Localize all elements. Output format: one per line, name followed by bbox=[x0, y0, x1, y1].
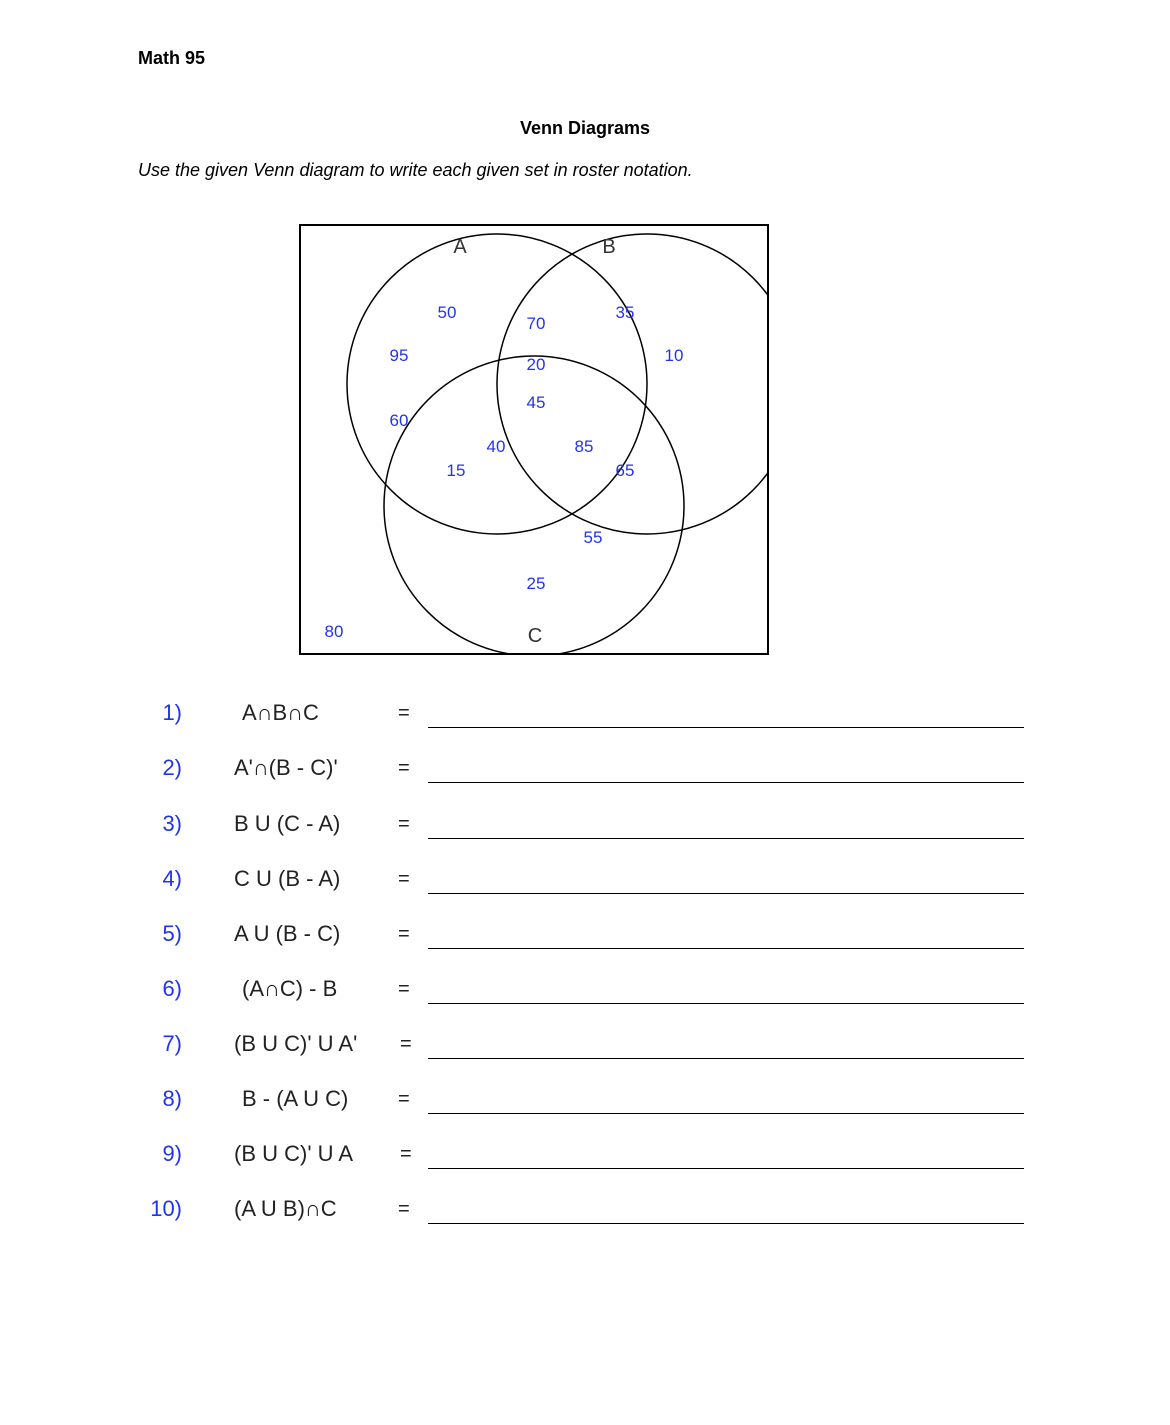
equals-sign: = bbox=[398, 978, 410, 1000]
equals-sign: = bbox=[398, 868, 410, 890]
element-a-and-b: 70 bbox=[526, 314, 546, 333]
equals-sign: = bbox=[398, 923, 410, 945]
question-number: 10) bbox=[150, 1196, 182, 1221]
question-number: 5) bbox=[162, 921, 182, 946]
set-expression: C U (B - A) bbox=[234, 866, 341, 891]
answer-line[interactable] bbox=[428, 1113, 1024, 1114]
set-expression: B U (C - A) bbox=[234, 811, 341, 836]
element-b-and-c: 65 bbox=[615, 461, 635, 480]
equals-sign: = bbox=[400, 1033, 412, 1055]
question-number: 6) bbox=[162, 976, 182, 1001]
set-expression: (B U C)' U A' bbox=[234, 1031, 358, 1056]
answer-line[interactable] bbox=[428, 782, 1024, 783]
set-label-b: B bbox=[602, 236, 616, 258]
equals-sign: = bbox=[398, 757, 410, 779]
question-number: 1) bbox=[162, 700, 182, 725]
element-a-only: 95 bbox=[389, 346, 409, 365]
answer-line[interactable] bbox=[428, 1223, 1024, 1224]
question-row bbox=[0, 860, 1170, 900]
element-c-only: 25 bbox=[526, 574, 546, 593]
set-expression: B - (A U C) bbox=[242, 1086, 349, 1111]
element-a-only: 60 bbox=[389, 411, 409, 430]
set-expression: A U (B - C) bbox=[234, 921, 341, 946]
question-number: 7) bbox=[162, 1031, 182, 1056]
page-title: Venn Diagrams bbox=[519, 118, 651, 138]
equals-sign: = bbox=[398, 702, 410, 724]
question-row bbox=[0, 694, 1170, 734]
answer-line[interactable] bbox=[428, 1058, 1024, 1059]
question-row bbox=[0, 915, 1170, 955]
element-outside: 80 bbox=[324, 622, 344, 641]
answer-line[interactable] bbox=[428, 948, 1024, 949]
question-row bbox=[0, 1025, 1170, 1065]
set-expression: (B U C)' U A bbox=[234, 1141, 354, 1166]
element-a-and-c: 15 bbox=[446, 461, 466, 480]
question-number: 2) bbox=[162, 755, 182, 780]
question-row bbox=[0, 970, 1170, 1010]
instructions: Use the given Venn diagram to write each given set in roster notation. bbox=[138, 160, 693, 180]
set-expression: A'∩(B - C)' bbox=[234, 755, 338, 780]
element-b-only: 10 bbox=[664, 346, 684, 365]
equals-sign: = bbox=[398, 1088, 410, 1110]
set-expression: (A U B)∩C bbox=[234, 1196, 337, 1221]
question-number: 3) bbox=[162, 811, 182, 836]
answer-line[interactable] bbox=[428, 727, 1024, 728]
element-b-only: 35 bbox=[615, 303, 635, 322]
equals-sign: = bbox=[398, 813, 410, 835]
element-b-and-c: 85 bbox=[574, 437, 594, 456]
question-row bbox=[0, 749, 1170, 789]
answer-line[interactable] bbox=[428, 838, 1024, 839]
question-number: 8) bbox=[162, 1086, 182, 1111]
question-row bbox=[0, 1190, 1170, 1230]
equals-sign: = bbox=[398, 1198, 410, 1220]
equals-sign: = bbox=[400, 1143, 412, 1165]
set-expression: (A∩C) - B bbox=[242, 976, 338, 1001]
set-label-c: C bbox=[527, 625, 543, 647]
question-row bbox=[0, 1080, 1170, 1120]
question-row bbox=[0, 805, 1170, 845]
set-expression: A∩B∩C bbox=[242, 700, 319, 725]
element-a-b-c: 45 bbox=[526, 393, 546, 412]
answer-line[interactable] bbox=[428, 893, 1024, 894]
question-row bbox=[0, 1135, 1170, 1175]
element-c-only: 55 bbox=[583, 528, 603, 547]
set-label-a: A bbox=[453, 236, 467, 258]
element-a-and-c: 40 bbox=[486, 437, 506, 456]
course-title: Math 95 bbox=[138, 48, 206, 68]
answer-line[interactable] bbox=[428, 1168, 1024, 1169]
element-a-and-b: 20 bbox=[526, 355, 546, 374]
venn-diagram bbox=[299, 224, 769, 655]
question-number: 4) bbox=[162, 866, 182, 891]
question-number: 9) bbox=[162, 1141, 182, 1166]
answer-line[interactable] bbox=[428, 1003, 1024, 1004]
element-a-only: 50 bbox=[437, 303, 457, 322]
